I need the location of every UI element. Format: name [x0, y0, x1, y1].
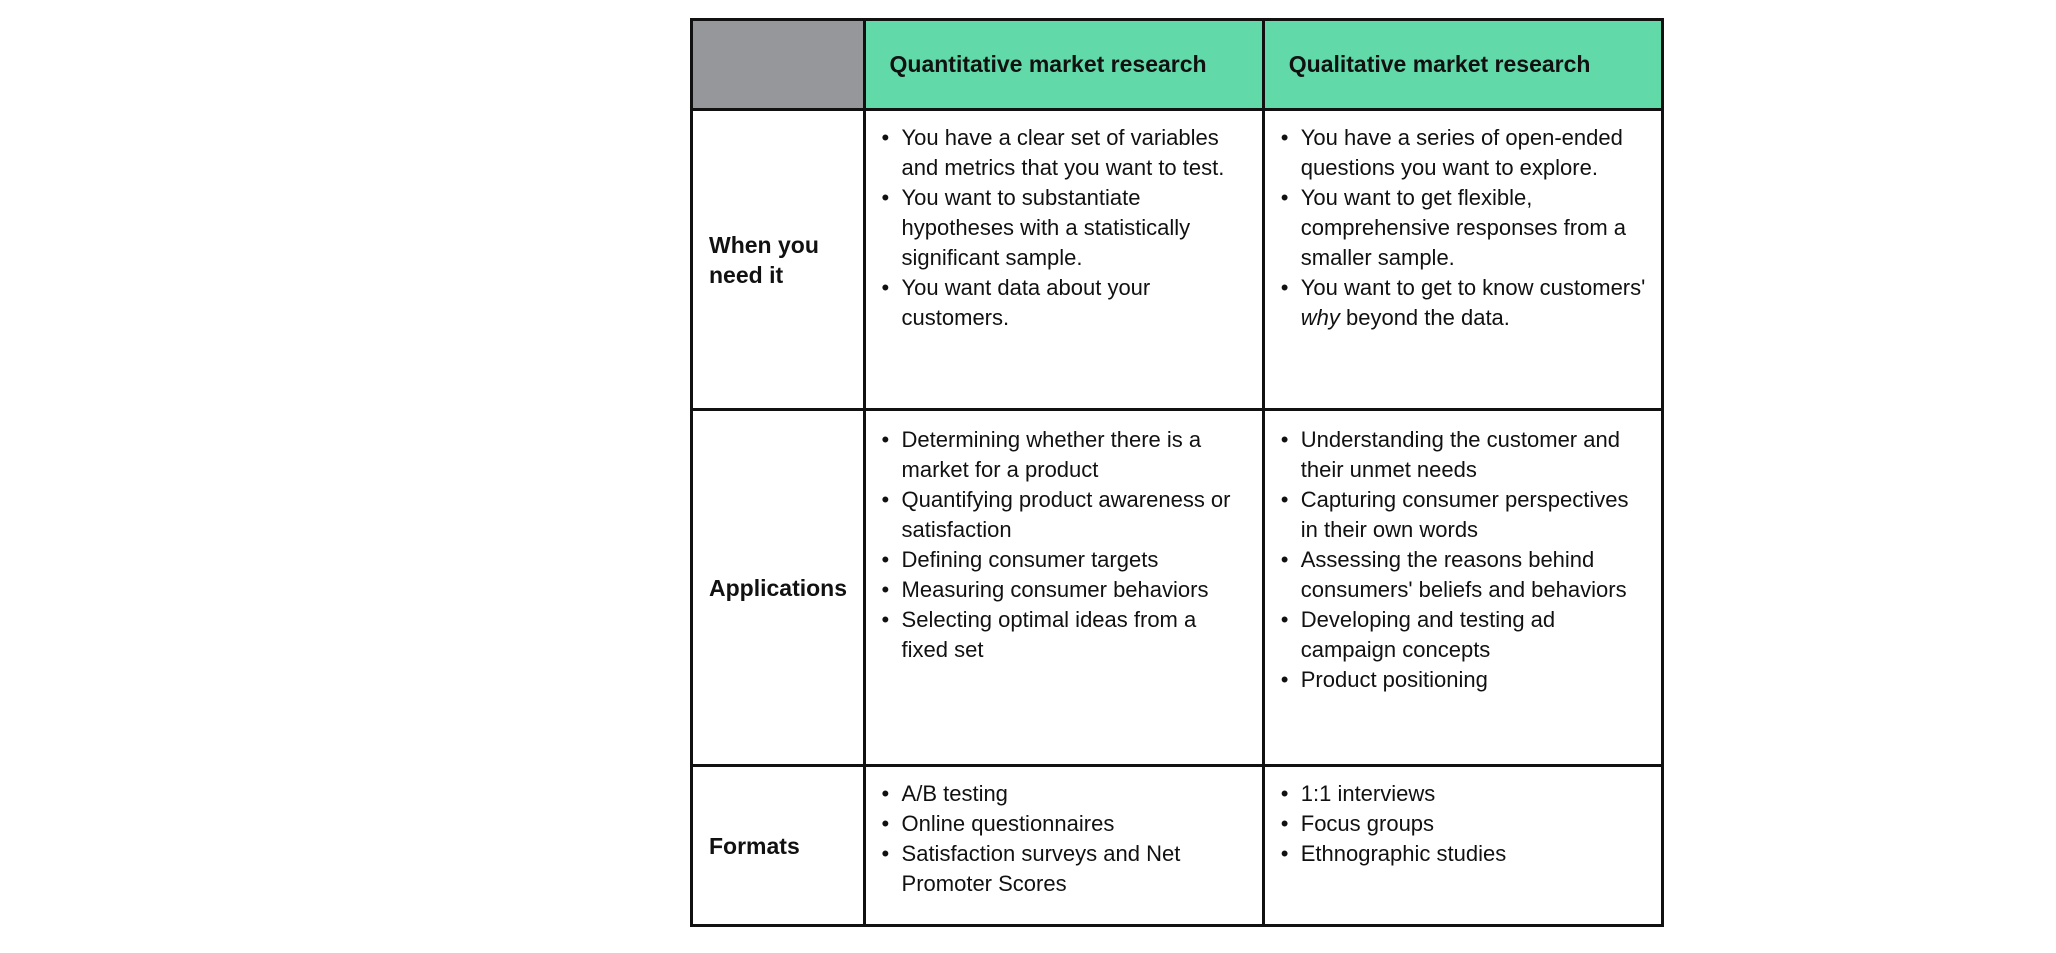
list-item: • Determining whether there is a market for a product: [881, 427, 1202, 482]
list-item: • You have a series of open-ended questions you want to explore.: [1280, 125, 1623, 180]
bullet-list: [880, 123, 1248, 333]
list-item: • Defining consumer targets: [881, 547, 1159, 572]
list-item: • A/B testing: [881, 781, 1008, 806]
row-label: [692, 410, 865, 766]
header-qualitative: Qualitative market research: [1263, 20, 1662, 110]
table-row-formats: [692, 766, 1663, 926]
row-label: [692, 766, 865, 926]
bullet-list: [1279, 425, 1647, 695]
quantitative-cell: [864, 110, 1263, 410]
list-item: • Ethnographic studies: [1280, 841, 1507, 866]
quantitative-cell: [864, 410, 1263, 766]
list-item: • Developing and testing ad campaign concepts: [1280, 607, 1556, 662]
list-item: • 1:1 interviews: [1280, 781, 1436, 806]
row-label-text: Applications: [709, 574, 848, 601]
emphasis-text: why: [1300, 305, 1340, 330]
bullet-list: [880, 425, 1248, 665]
bullet-list: [1279, 123, 1647, 333]
list-item: • You want to get flexible, comprehensive responses from a smaller sample.: [1280, 185, 1627, 270]
list-item: • Focus groups: [1280, 811, 1435, 836]
row-label: [692, 110, 865, 410]
list-item: • Quantifying product awareness or satisfaction: [881, 487, 1231, 542]
quantitative-cell: [864, 766, 1263, 926]
bullet-list: [880, 779, 1248, 899]
header-row: [692, 20, 1663, 110]
qualitative-cell: [1263, 410, 1662, 766]
list-item: • Capturing consumer perspectives in their own words: [1280, 487, 1629, 542]
bullet-list: [1279, 779, 1647, 869]
row-label-text: When you need it: [709, 231, 819, 288]
table-row-applications: [692, 410, 1663, 766]
qualitative-cell: [1263, 766, 1662, 926]
header-quantitative: Quantitative market research: [864, 20, 1263, 110]
row-label-text: Formats: [709, 832, 800, 859]
list-item: • Online questionnaires: [881, 811, 1115, 836]
list-item: • Assessing the reasons behind consumers' beliefs and behaviors: [1280, 547, 1627, 602]
list-item: • Understanding the customer and their unmet needs: [1280, 427, 1620, 482]
qualitative-cell: [1263, 110, 1662, 410]
list-item: • You want to substantiate hypotheses with a statistically significant sample.: [881, 185, 1191, 270]
table-row-when-you-need-it: [692, 110, 1663, 410]
list-item: • You want data about your customers.: [881, 275, 1151, 330]
comparison-table: [690, 18, 1664, 927]
list-item: • Selecting optimal ideas from a fixed set: [881, 607, 1197, 662]
list-item: • Satisfaction surveys and Net Promoter Scores: [881, 841, 1181, 896]
list-item: • You want to get to know customers' why beyond the data.: [1280, 275, 1646, 330]
header-blank-cell: [692, 20, 865, 110]
list-item: • You have a clear set of variables and metrics that you want to test.: [881, 125, 1225, 180]
list-item: • Measuring consumer behaviors: [881, 577, 1209, 602]
list-item: • Product positioning: [1280, 667, 1488, 692]
